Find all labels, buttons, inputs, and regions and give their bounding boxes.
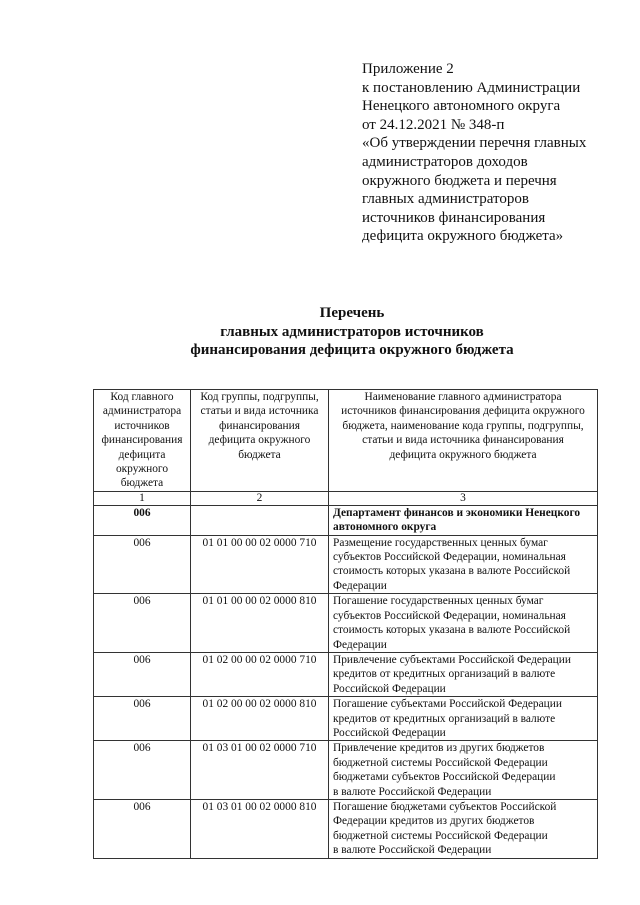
department-row — [94, 505, 598, 535]
table-row — [94, 652, 598, 696]
source-name-cell: Привлечение кредитов из других бюджетов бюджетной системы Российской Федерации бюджетами субъектов Российской Федерации в валюте Российской Федерации — [329, 741, 598, 800]
department-source — [191, 505, 329, 535]
column-number: 2 — [191, 491, 329, 505]
source-code-cell: 01 03 01 00 02 0000 810 — [191, 799, 329, 858]
header-name: Наименование главного администратора источников финансирования дефицита окружного бюджета, наименование кода группы, подгруппы, статьи и вида источника финансирования дефицита окружного бюджета — [329, 390, 598, 492]
admin-code-cell: 006 — [94, 652, 191, 696]
admin-code-cell: 006 — [94, 741, 191, 800]
source-name-cell: Погашение государственных ценных бумаг субъектов Российской Федерации, номинальная стоимость которых указана в валюте Российской Федерации — [329, 594, 598, 653]
column-number: 1 — [94, 491, 191, 505]
table-row — [94, 594, 598, 653]
appendix-note: Приложение 2 к постановлению Администрации Ненецкого автономного округа от 24.12.2021 № 348-п «Об утверждении перечня главных администраторов доходов окружного бюджета и перечня главных администраторов источников финансирования дефицита окружного бюджета» — [362, 61, 587, 245]
source-code-cell: 01 01 00 00 02 0000 710 — [191, 535, 329, 594]
source-code-cell: 01 02 00 00 02 0000 810 — [191, 697, 329, 741]
header-source-code: Код группы, подгруппы, статьи и вида источника финансирования дефицита окружного бюджета — [191, 390, 329, 492]
source-name-cell: Погашение бюджетами субъектов Российской Федерации кредитов из других бюджетов бюджетной системы Российской Федерации в валюте Российской Федерации — [329, 799, 598, 858]
source-name-cell: Привлечение субъектами Российской Федерации кредитов от кредитных организаций в валюте Российской Федерации — [329, 652, 598, 696]
administrators-table — [93, 389, 598, 859]
table-row — [94, 535, 598, 594]
table-header-row — [94, 390, 598, 492]
source-name-cell: Размещение государственных ценных бумаг субъектов Российской Федерации, номинальная стоимость которых указана в валюте Российской Федерации — [329, 535, 598, 594]
admin-code-cell: 006 — [94, 697, 191, 741]
column-number: 3 — [329, 491, 598, 505]
source-code-cell: 01 03 01 00 02 0000 710 — [191, 741, 329, 800]
admin-code-cell: 006 — [94, 535, 191, 594]
department-name: Департамент финансов и экономики Ненецкого автономного округа — [329, 505, 598, 535]
admin-code-cell: 006 — [94, 594, 191, 653]
source-code-cell: 01 02 00 00 02 0000 710 — [191, 652, 329, 696]
table-row — [94, 697, 598, 741]
source-name-cell: Погашение субъектами Российской Федерации кредитов от кредитных организаций в валюте Российской Федерации — [329, 697, 598, 741]
department-code: 006 — [94, 505, 191, 535]
table-row — [94, 799, 598, 858]
table-row — [94, 741, 598, 800]
document-title: Перечень главных администраторов источников финансирования дефицита окружного бюджета — [190, 305, 514, 358]
source-code-cell: 01 01 00 00 02 0000 810 — [191, 594, 329, 653]
header-admin-code: Код главного администратора источников финансирования дефицита окружного бюджета — [94, 390, 191, 492]
column-numbers-row — [94, 491, 598, 505]
admin-code-cell: 006 — [94, 799, 191, 858]
